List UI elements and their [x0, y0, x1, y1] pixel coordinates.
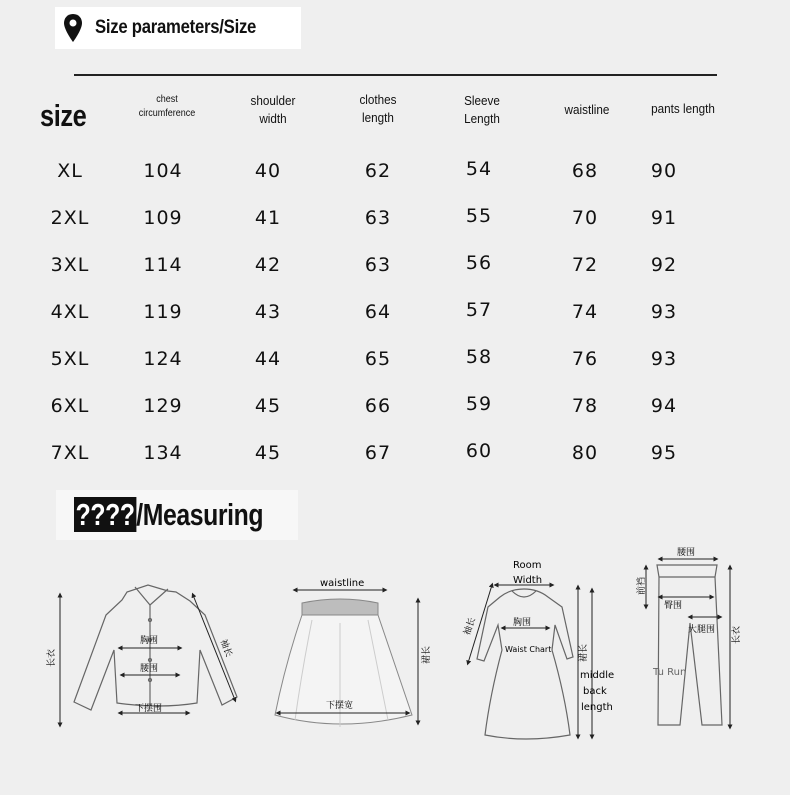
measurement-cell: 80 — [571, 442, 599, 464]
dress-waist-label: Waist Chart — [505, 645, 552, 654]
size-header: size — [40, 98, 87, 133]
measurement-cell: 41 — [254, 207, 282, 229]
measurement-cell: 59 — [465, 393, 493, 415]
skirt-waist-label: waistline — [320, 578, 365, 589]
shirt-waist-label: 腰围 — [140, 664, 159, 674]
pants-thigh-label: 大腿围 — [688, 625, 716, 635]
header-pants-length: pants length — [651, 101, 715, 116]
measurement-cell: 55 — [465, 205, 493, 227]
measurement-cell: 45 — [254, 442, 282, 464]
pants-waist-label: 腰围 — [677, 548, 696, 558]
dress-back-label-1: middle — [580, 670, 615, 681]
measurement-cell: 76 — [571, 348, 599, 370]
measurement-cell: 91 — [650, 207, 678, 229]
header-sleeve-length: Sleeve Length — [464, 93, 500, 126]
header-shoulder: shoulder width — [250, 93, 296, 126]
measurement-cell: 129 — [143, 395, 183, 417]
measurement-cell: 56 — [465, 252, 493, 274]
measurement-cell: 104 — [143, 160, 183, 182]
shirt-chest-label: 胸围 — [140, 636, 159, 646]
pants-length-label: 长衣 — [732, 625, 742, 644]
shirt-sleeve-label: 袖长 — [217, 638, 234, 659]
measurement-cell: 67 — [364, 442, 392, 464]
measurement-cell: 90 — [650, 160, 678, 182]
measurement-cell: 109 — [143, 207, 183, 229]
divider — [74, 74, 717, 76]
size-cell: XL — [57, 160, 83, 182]
measurement-cell: 57 — [465, 299, 493, 321]
size-cell: 5XL — [50, 348, 90, 370]
measurement-cell: 63 — [364, 254, 392, 276]
measurement-cell: 70 — [571, 207, 599, 229]
section-title: ????/Measuring — [75, 497, 264, 532]
dress-back-label-3: length — [581, 702, 613, 713]
measurement-illustrations — [40, 545, 750, 790]
measurement-cell: 93 — [650, 348, 678, 370]
measuring-label — [56, 490, 298, 540]
measurement-cell: 63 — [364, 207, 392, 229]
pants-rise-label: 前裆 — [637, 576, 647, 595]
pants-hip-label: 臀围 — [664, 601, 683, 611]
size-parameters-label — [55, 7, 301, 49]
measurement-cell: 134 — [143, 442, 183, 464]
measurement-cell: 44 — [254, 348, 282, 370]
header-waistline: waistline — [564, 102, 610, 117]
skirt-length-label: 裙长 — [422, 645, 432, 664]
measurement-cell: 43 — [254, 301, 282, 323]
measurement-cell: 54 — [465, 158, 493, 180]
skirt-hem-label: 下摆宽 — [326, 701, 354, 711]
measurement-cell: 95 — [650, 442, 678, 464]
size-cell: 4XL — [50, 301, 90, 323]
header-clothes-length: clothes length — [359, 92, 397, 125]
section-title: Size parameters/Size — [95, 17, 257, 38]
pants-diagram — [657, 565, 722, 725]
measurement-cell: 40 — [254, 160, 282, 182]
dress-back-label-2: back — [583, 686, 607, 697]
shirt-length-label: 长衣 — [47, 648, 57, 667]
measurement-cell: 45 — [254, 395, 282, 417]
size-cell: 2XL — [50, 207, 90, 229]
size-cell: 3XL — [50, 254, 90, 276]
measurement-cell: 42 — [254, 254, 282, 276]
measurement-cell: 78 — [571, 395, 599, 417]
measurement-cell: 72 — [571, 254, 599, 276]
measurement-cell: 119 — [143, 301, 183, 323]
measurement-cell: 114 — [143, 254, 183, 276]
measurement-cell: 92 — [650, 254, 678, 276]
dress-sleeve-label: 袖长 — [462, 616, 479, 637]
measurement-cell: 65 — [364, 348, 392, 370]
measurement-cell: 60 — [465, 440, 493, 462]
measurement-cell: 58 — [465, 346, 493, 368]
dress-room-label: Room — [513, 560, 542, 571]
measurement-cell: 124 — [143, 348, 183, 370]
measurement-cell: 64 — [364, 301, 392, 323]
measurement-cell: 93 — [650, 301, 678, 323]
measurement-cell: 74 — [571, 301, 599, 323]
measurement-cell: 68 — [571, 160, 599, 182]
size-cell: 7XL — [50, 442, 90, 464]
dress-width-label: Width — [513, 575, 543, 586]
pants-label: Tu Run — [653, 667, 687, 678]
measurement-cell: 66 — [364, 395, 392, 417]
dress-chest-label: 胸围 — [513, 618, 532, 628]
measurement-cell: 62 — [364, 160, 392, 182]
size-cell: 6XL — [50, 395, 90, 417]
measurement-cell: 94 — [650, 395, 678, 417]
header-chest: chest circumference — [138, 94, 196, 119]
dress-length-label: 裙长 — [579, 643, 589, 662]
shirt-hem-label: 下摆围 — [135, 704, 163, 714]
location-pin-icon — [63, 13, 83, 43]
dress-diagram — [477, 589, 573, 739]
